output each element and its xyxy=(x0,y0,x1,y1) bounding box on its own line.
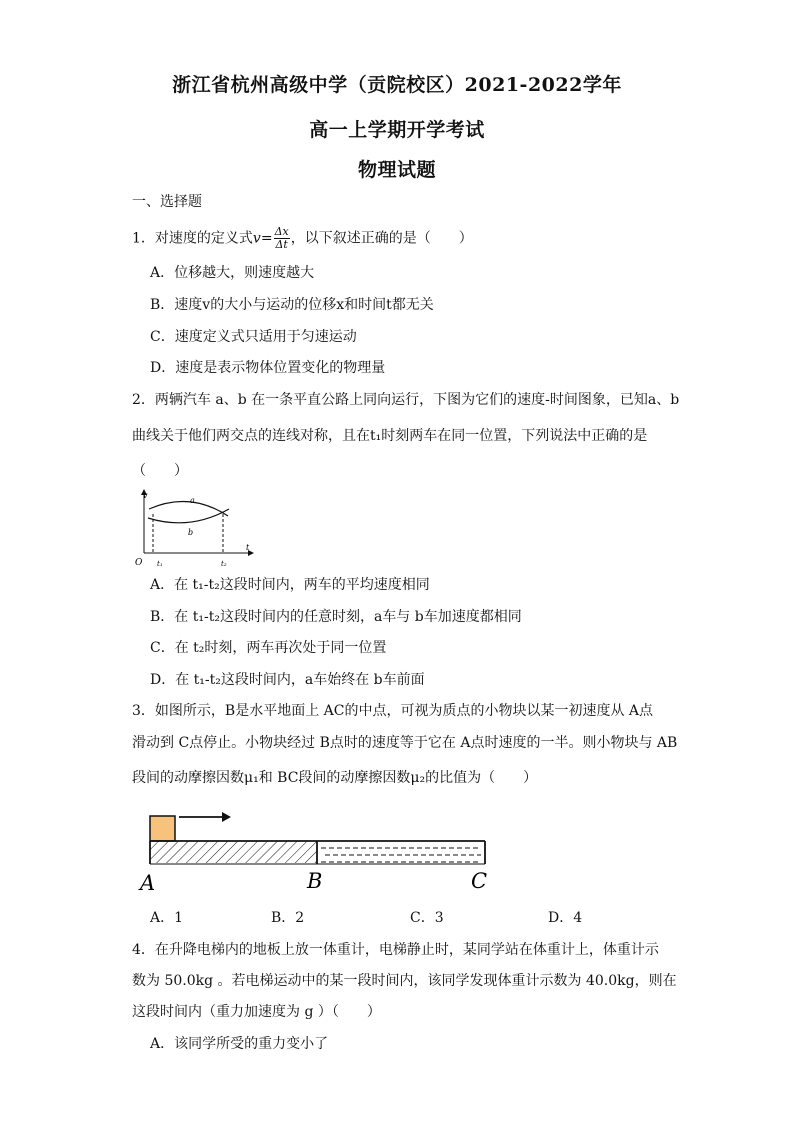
q3-incline-figure xyxy=(136,804,498,896)
q1-fraction xyxy=(274,226,290,251)
q3-stem-line2: 滑动到 C点停止。小物块经过 B点时的速度等于它在 A点时速度的一半。则小物块与 AB xyxy=(132,735,678,751)
q1-frac-num: Δx xyxy=(274,225,289,238)
q1-stem xyxy=(132,226,473,251)
q2-option-b: B．在 t₁-t₂这段时间内的任意时刻，a车与 b车加速度都相同 xyxy=(150,609,522,625)
q3-option-b: B．2 xyxy=(271,910,305,926)
q3-stem-line3: 段间的动摩擦因数μ₁和 BC段间的动摩擦因数μ₂的比值为（ ） xyxy=(132,770,538,786)
q2-stem-line3: （ ） xyxy=(132,463,188,479)
q2-vt-graph xyxy=(130,487,256,572)
q3-block xyxy=(150,816,175,841)
q1-option-b: B．速度v的大小与运动的位移x和时间t都无关 xyxy=(150,297,434,313)
q2-option-a: A．在 t₁-t₂这段时间内，两车的平均速度相同 xyxy=(150,577,430,593)
q3-label-a: A xyxy=(140,871,156,895)
q4-stem-line2: 数为 50.0kg 。若电梯运动中的某一段时间内，该同学发现体重计示数为 40.0kg，则在 xyxy=(132,973,677,989)
q1-option-c: C．速度定义式只适用于匀速运动 xyxy=(150,329,357,345)
q2-t2-label: t₂ xyxy=(221,560,227,568)
q4-stem-line1: 4．在升降电梯内的地板上放一体重计，电梯静止时，某同学站在体重计上，体重计示 xyxy=(132,942,659,958)
q2-t-label: t xyxy=(246,543,250,552)
q2-t1-label: t₁ xyxy=(157,560,163,568)
q2-b-label: b xyxy=(188,528,194,537)
q2-stem-line1: 2．两辆汽车 a、b 在一条平直公路上同向运行，下图为它们的速度-时间图象，已知a、b xyxy=(132,392,680,408)
q1-option-a: A．位移越大，则速度越大 xyxy=(150,265,315,281)
q2-origin-label: O xyxy=(135,558,143,568)
exam-title-line3: 物理试题 xyxy=(357,159,436,181)
q3-label-b: B xyxy=(307,869,323,893)
q3-stem-line1: 3．如图所示，B是水平地面上 AC的中点，可视为质点的小物块以某一初速度从 A点 xyxy=(132,703,654,719)
q2-a-label: a xyxy=(190,496,195,505)
q3-velocity-arrowhead xyxy=(222,812,231,822)
q1-stem-var: v= xyxy=(252,230,273,247)
section-heading: 一、选择题 xyxy=(132,194,202,210)
q3-bc-surface xyxy=(321,848,481,862)
q3-option-d: D．4 xyxy=(548,910,583,926)
q4-stem-line3: 这段时间内（重力加速度为 g ）（ ） xyxy=(132,1004,381,1020)
q1-stem-before: 1．对速度的定义式 xyxy=(132,230,253,247)
exam-title-line2: 高一上学期开学考试 xyxy=(309,119,485,141)
q2-option-d: D．在 t₁-t₂这段时间内，a车始终在 b车前面 xyxy=(150,672,425,688)
q3-option-c: C．3 xyxy=(410,910,444,926)
exam-title-line1: 浙江省杭州高级中学（贡院校区）2021-2022学年 xyxy=(172,74,622,96)
q3-ab-surface xyxy=(150,841,317,863)
q2-option-c: C．在 t₂时刻，两车再次处于同一位置 xyxy=(150,640,387,656)
q3-label-c: C xyxy=(471,869,488,893)
q3-option-a: A．1 xyxy=(150,910,184,926)
q4-option-a: A．该同学所受的重力变小了 xyxy=(150,1036,329,1052)
q2-curve-a xyxy=(149,501,228,516)
q1-frac-den: Δt xyxy=(275,238,288,251)
q2-stem-line2: 曲线关于他们两交点的连线对称，且在t₁时刻两车在同一位置，下列说法中正确的是 xyxy=(132,428,648,444)
q2-curve-b xyxy=(148,509,229,523)
q1-option-d: D．速度是表示物体位置变化的物理量 xyxy=(150,360,386,376)
q1-stem-after: ，以下叙述正确的是（ ） xyxy=(290,230,473,247)
q2-v-label: v xyxy=(143,491,148,500)
